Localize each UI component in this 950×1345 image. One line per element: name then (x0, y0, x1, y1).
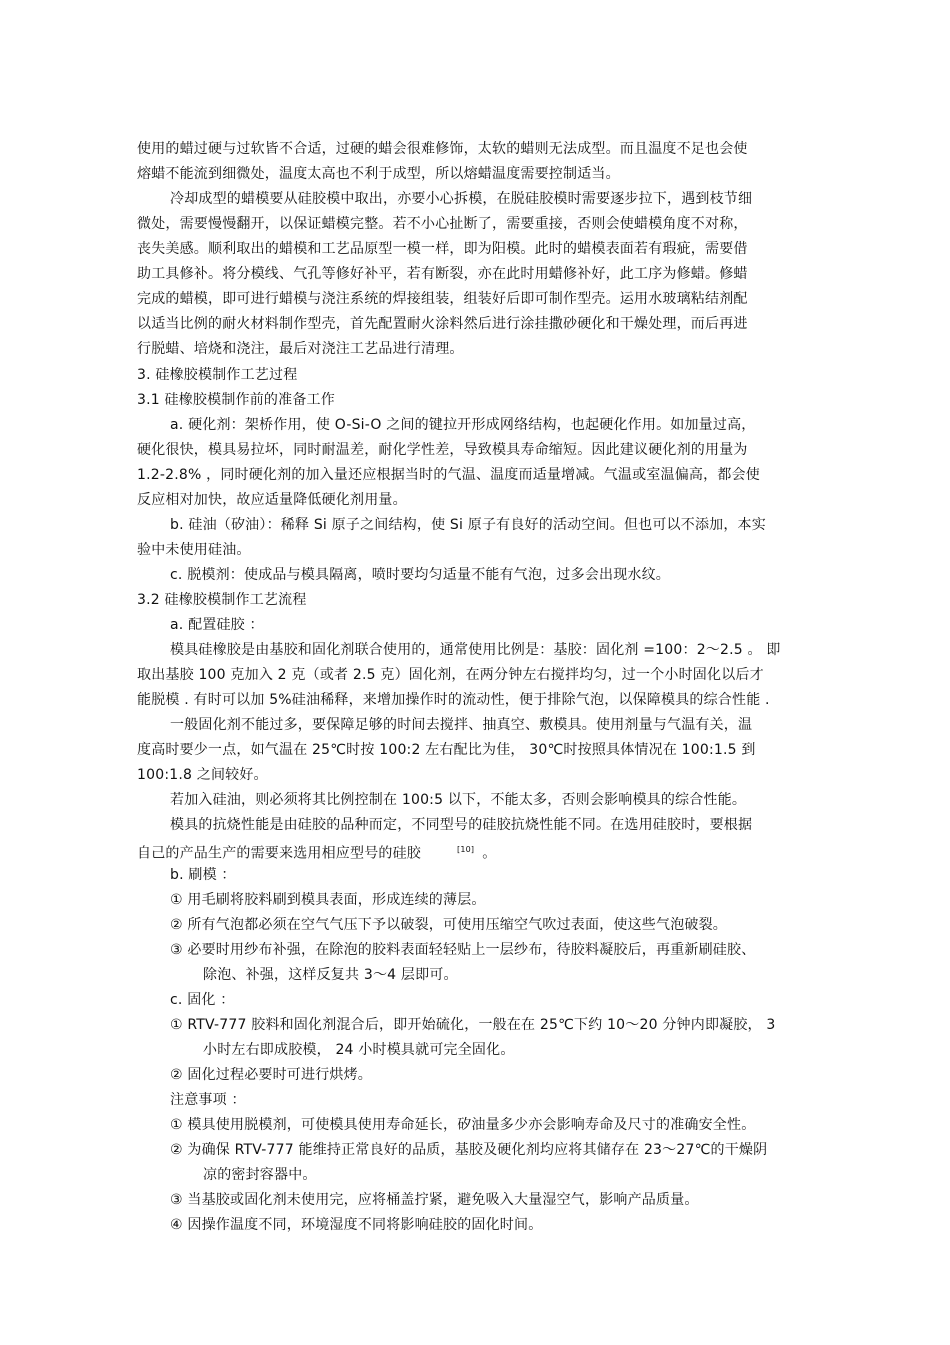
subsection-heading: 3.2 硅橡胶模制作工艺流程 (137, 592, 307, 608)
text-line: 反应相对加快，故应适量降低硬化剂用量。 (137, 492, 407, 508)
text-line: 除泡、补强，这样反复共 3～4 层即可。 (203, 967, 458, 983)
text-line: 一般固化剂不能过多，要保障足够的时间去搅拌、抽真空、敷模具。使用剂量与气温有关，温 (170, 717, 753, 733)
text-line: c. 固化 ： (170, 992, 235, 1008)
list-item: ① 用毛刷将胶料刷到模具表面，形成连续的薄层。 (170, 892, 486, 908)
list-item: ③ 当基胶或固化剂未使用完，应将桶盖拧紧，避免吸入大量湿空气，影响产品质量。 (170, 1192, 699, 1208)
text-line: 验中未使用硅油。 (137, 542, 251, 558)
text-line: 注意事项 ： (170, 1092, 246, 1108)
text-line: 丧失美感。顺利取出的蜡模和工艺品原型一模一样，即为阳模。此时的蜡模表面若有瑕疵，需要借 (137, 241, 748, 257)
subsection-heading: 3.1 硅橡胶模制作前的准备工作 (137, 392, 335, 408)
text-line: 取出基胶 100 克加入 2 克（或者 2.5 克）固化剂，在两分钟左右搅拌均匀，过一个小时固化以后才 (137, 667, 764, 683)
text-line: 能脱模 . 有时可以加 5%硅油稀释，来增加操作时的流动性，便于排除气泡，以保障模具的综合性能 . (137, 692, 770, 708)
list-item: ① 模具使用脱模剂，可使模具使用寿命延长，矽油量多少亦会影响寿命及尺寸的准确安全性。 (170, 1117, 756, 1133)
text-line: c. 脱模剂：使成品与模具隔离，喷时要均匀适量不能有气泡，过多会出现水纹。 (170, 567, 670, 583)
list-item: ② 固化过程必要时可进行烘烤。 (170, 1067, 373, 1083)
text-line: b. 刷模 ： (170, 867, 236, 883)
text-line: a. 硬化剂：架桥作用，使 O-Si-O 之间的键拉开形成网络结构，也起硬化作用。如加量过高， (170, 417, 756, 433)
text-line: 1.2-2.8% ，同时硬化剂的加入量还应根据当时的气温、温度而适量增减。气温或室温偏高，都会使 (137, 467, 760, 483)
text-line: 硬化很快，模具易拉坏，同时耐温差，耐化学性差，导致模具寿命缩短。因此建议硬化剂的用量为 (137, 442, 748, 458)
text-line (137, 841, 496, 863)
text-line: 微处，需要慢慢翻开，以保证蜡模完整。若不小心扯断了，需要重接，否则会使蜡模角度不对称， (137, 216, 748, 232)
text-line: 凉的密封容器中。 (203, 1167, 317, 1183)
text-line: 以适当比例的耐火材料制作型壳，首先配置耐火涂料然后进行涂挂撒砂硬化和干燥处理，而后再进 (137, 316, 748, 332)
list-item: ① RTV-777 胶料和固化剂混合后，即开始硫化，一般在在 25℃下约 10～20 分钟内即凝胶， 3 (170, 1017, 776, 1033)
list-item: ④ 因操作温度不同，环境湿度不同将影响硅胶的固化时间。 (170, 1217, 543, 1233)
citation-marker: [10] (457, 845, 475, 854)
text-line: 若加入硅油，则必须将其比例控制在 100:5 以下，不能太多，否则会影响模具的综合性能。 (170, 792, 747, 808)
text-line: 助工具修补。将分模线、气孔等修好补平，若有断裂，亦在此时用蜡修补好，此工序为修蜡。修蜡 (137, 266, 748, 282)
list-item: ③ 必要时用纱布补强，在除泡的胶料表面轻轻贴上一层纱布，待胶料凝胶后，再重新刷硅胶、 (170, 942, 756, 958)
list-item: ② 为确保 RTV-777 能维持正常良好的品质，基胶及硬化剂均应将其储存在 23～27℃的干燥阴 (170, 1142, 768, 1158)
text-line: 行脱蜡、培烧和浇注，最后对浇注工艺品进行清理。 (137, 341, 464, 357)
text-line: 模具的抗烧性能是由硅胶的品种而定，不同型号的硅胶抗烧性能不同。在选用硅胶时，要根据 (170, 817, 753, 833)
text-line: 度高时要少一点，如气温在 25℃时按 100:2 左右配比为佳， 30℃时按照具体情况在 100:1.5 到 (137, 742, 756, 758)
list-item: ② 所有气泡都必须在空气气压下予以破裂，可使用压缩空气吹过表面，使这些气泡破裂。 (170, 917, 727, 933)
text-line: b. 硅油（矽油）：稀释 Si 原子之间结构，使 Si 原子有良好的活动空间。但也可以不添加，本实 (170, 517, 766, 533)
section-heading: 3. 硅橡胶模制作工艺过程 (137, 367, 298, 383)
text-span: 自己的产品生产的需要来选用相应型号的硅胶 (137, 845, 421, 862)
text-line: 使用的蜡过硬与过软皆不合适，过硬的蜡会很难修饰，太软的蜡则无法成型。而且温度不足也会使 (137, 141, 748, 157)
text-line: 完成的蜡模，即可进行蜡模与浇注系统的焊接组装，组装好后即可制作型壳。运用水玻璃粘结剂配 (137, 291, 748, 307)
text-span: 。 (482, 845, 497, 862)
text-line: 模具硅橡胶是由基胶和固化剂联合使用的，通常使用比例是：基胶：固化剂 =100：2～2.5 。 即 (170, 642, 781, 658)
text-line: 小时左右即成胶模， 24 小时模具就可完全固化。 (203, 1042, 515, 1058)
text-line: 100:1.8 之间较好。 (137, 767, 268, 783)
text-line: a. 配置硅胶 ： (170, 617, 264, 633)
text-line: 熔蜡不能流到细微处，温度太高也不利于成型，所以熔蜡温度需要控制适当。 (137, 166, 620, 182)
text-line: 冷却成型的蜡模要从硅胶模中取出，亦要小心拆模，在脱硅胶模时需要逐步拉下，遇到枝节细 (170, 191, 753, 207)
